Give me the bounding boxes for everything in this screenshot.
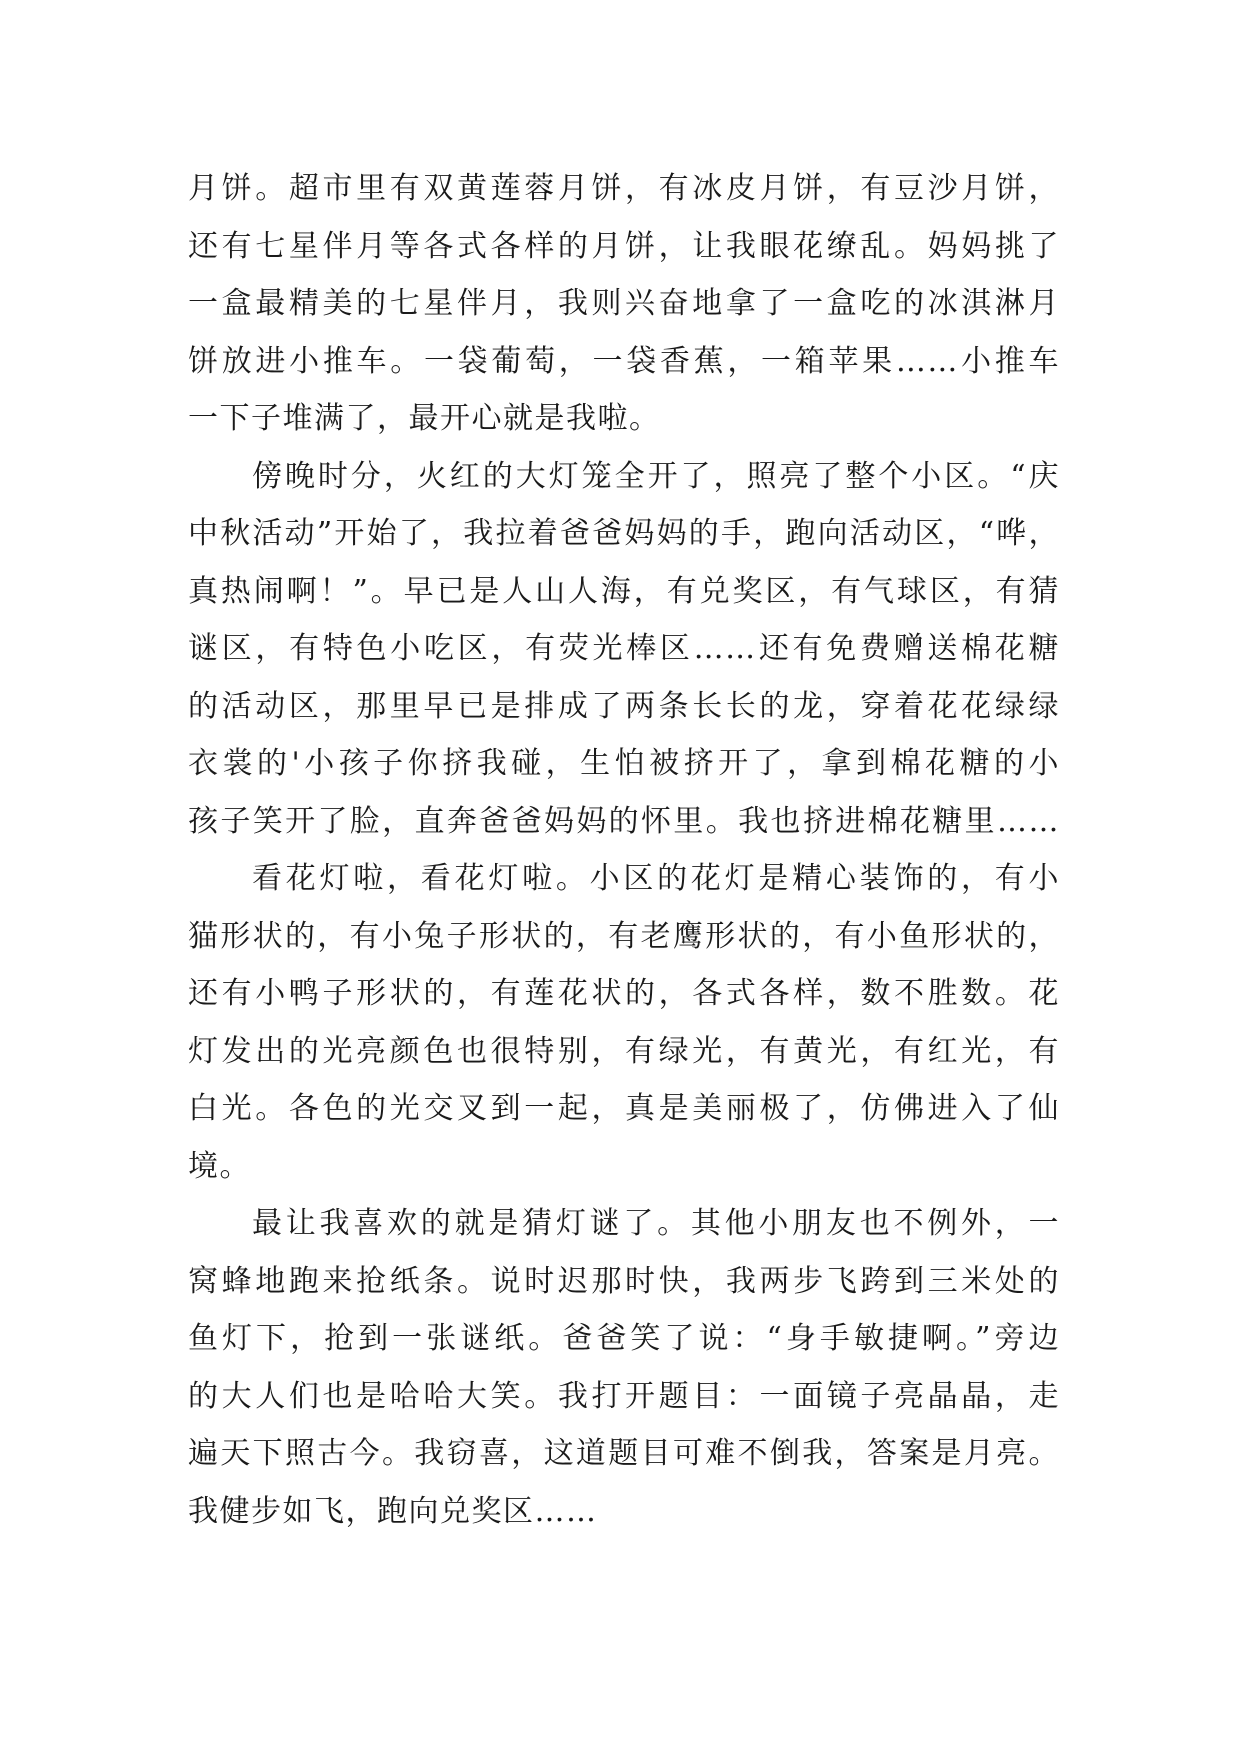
text-line: 境。 bbox=[188, 1148, 251, 1184]
text-line: 还有小鸭子形状的，有莲花状的，各式各样，数不胜数。花 bbox=[188, 976, 1060, 1011]
text-line: 的大人们也是哈哈大笑。我打开题目：一面镜子亮晶晶，走 bbox=[188, 1378, 1060, 1414]
text-line: 中秋活动”开始了，我拉着爸爸妈妈的手，跑向活动区，“哗， bbox=[188, 516, 1060, 551]
text-line: 月饼。超市里有双黄莲蓉月饼，有冰皮月饼，有豆沙月饼， bbox=[188, 171, 1060, 206]
text-line: 遍天下照古今。我窃喜，这道题目可难不倒我，答案是月亮。 bbox=[188, 1436, 1060, 1471]
text-line: 一盒最精美的七星伴月，我则兴奋地拿了一盒吃的冰淇淋月 bbox=[188, 286, 1060, 321]
text-line: 窝蜂地跑来抢纸条。说时迟那时快，我两步飞跨到三米处的 bbox=[188, 1263, 1060, 1299]
text-line: 最让我喜欢的就是猜灯谜了。其他小朋友也不例外，一 bbox=[252, 1206, 1060, 1241]
text-line: 的活动区，那里早已是排成了两条长长的龙，穿着花花绿绿 bbox=[188, 688, 1060, 724]
text-line: 谜区，有特色小吃区，有荧光棒区……还有免费赠送棉花糖 bbox=[188, 631, 1060, 666]
text-line: 饼放进小推车。一袋葡萄，一袋香蕉，一箱苹果……小推车 bbox=[188, 343, 1060, 379]
text-line: 孩子笑开了脸，直奔爸爸妈妈的怀里。我也挤进棉花糖里…… bbox=[188, 803, 1060, 839]
text-line: 一下子堆满了，最开心就是我啦。 bbox=[188, 401, 661, 436]
text-line: 鱼灯下，抢到一张谜纸。爸爸笑了说：“身手敏捷啊。”旁边 bbox=[188, 1321, 1060, 1356]
text-line: 傍晚时分，火红的大灯笼全开了，照亮了整个小区。“庆 bbox=[252, 458, 1060, 494]
text-line: 我健步如飞，跑向兑奖区…… bbox=[188, 1493, 598, 1529]
text-line: 灯发出的光亮颜色也很特别，有绿光，有黄光，有红光，有 bbox=[188, 1033, 1060, 1069]
text-line: 白光。各色的光交叉到一起，真是美丽极了，仿佛进入了仙 bbox=[188, 1091, 1060, 1126]
text-line: 看花灯啦，看花灯啦。小区的花灯是精心装饰的，有小 bbox=[252, 861, 1060, 896]
document-body bbox=[188, 160, 1060, 1540]
text-line: 衣裳的'小孩子你挤我碰，生怕被挤开了，拿到棉花糖的小 bbox=[188, 746, 1060, 781]
text-line: 猫形状的，有小兔子形状的，有老鹰形状的，有小鱼形状的， bbox=[188, 918, 1060, 954]
text-line: 真热闹啊！”。早已是人山人海，有兑奖区，有气球区，有猜 bbox=[188, 573, 1060, 609]
text-line: 还有七星伴月等各式各样的月饼，让我眼花缭乱。妈妈挑了 bbox=[188, 228, 1060, 264]
